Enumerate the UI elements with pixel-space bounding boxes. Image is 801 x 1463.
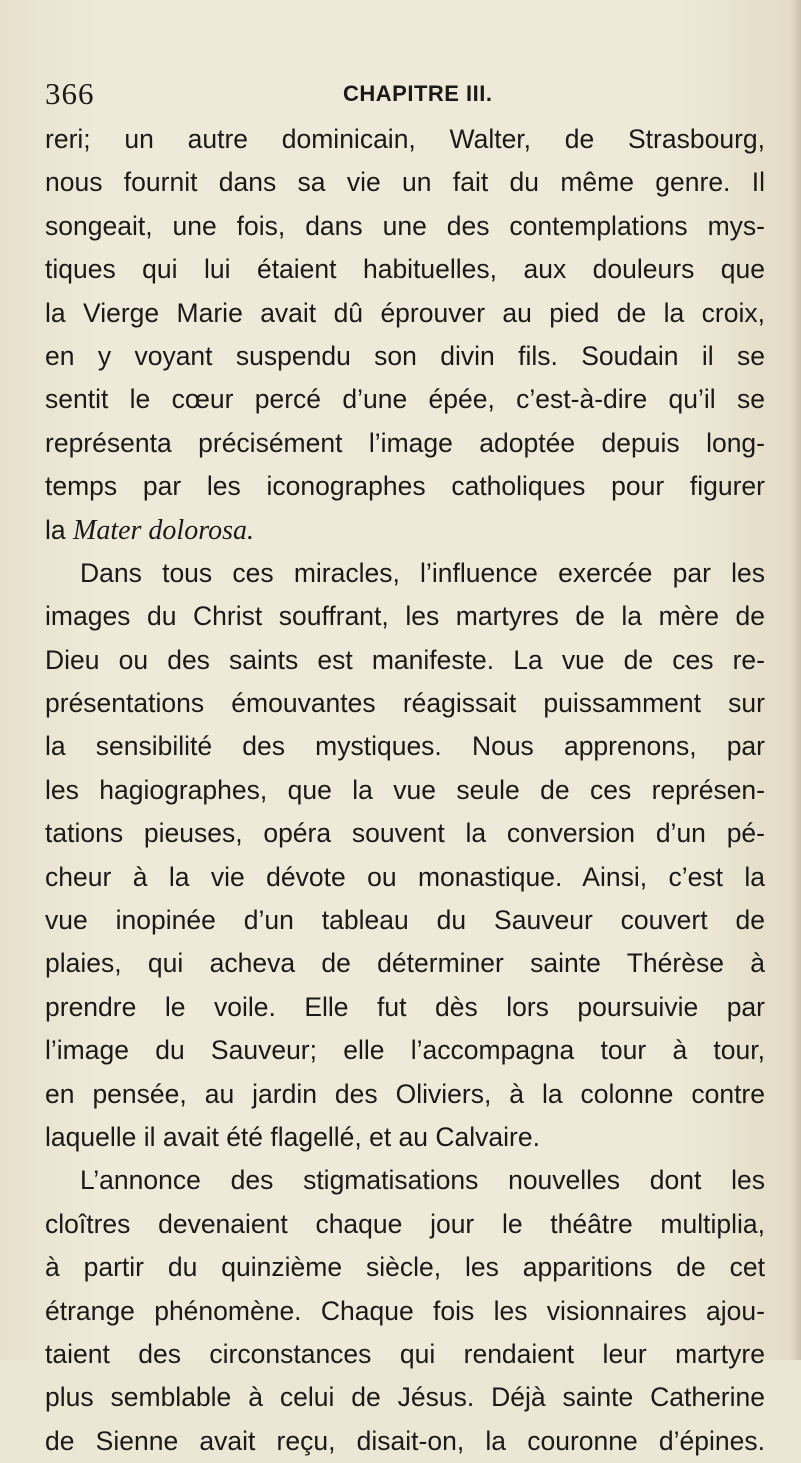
- text-line: à partir du quinzième siècle, les apparitions de cet: [45, 1252, 765, 1283]
- text-line: cloîtres devenaient chaque jour le théâtre multiplia,: [45, 1208, 765, 1239]
- text-line: cheur à la vie dévote ou monastique. Ainsi, c’est la: [45, 861, 765, 892]
- page-edge-shadow: [791, 0, 801, 1360]
- text-line: tations pieuses, opéra souvent la conversion d’un pé-: [45, 818, 765, 849]
- text-fragment: la: [45, 514, 73, 545]
- text-line: la sensibilité des mystiques. Nous apprenons, par: [45, 731, 765, 762]
- text-line: songeait, une fois, dans une des contemplations mys-: [45, 210, 765, 241]
- text-line: temps par les iconographes catholiques pour figurer: [45, 471, 765, 502]
- paragraph-end-line: [45, 509, 765, 552]
- text-line: vue inopinée d’un tableau du Sauveur couvert de: [45, 905, 765, 936]
- text-line: tiques qui lui étaient habituelles, aux douleurs que: [45, 254, 765, 285]
- text-line: la Vierge Marie avait dû éprouver au pied de la croix,: [45, 297, 765, 328]
- paragraph-end-line: laquelle il avait été flagellé, et au Calvaire.: [45, 1121, 540, 1152]
- text-line: l’image du Sauveur; elle l’accompagna tour à tour,: [45, 1035, 765, 1066]
- paragraph-start-line: L’annonce des stigmatisations nouvelles dont les: [80, 1165, 765, 1196]
- text-line: en pensée, au jardin des Oliviers, à la colonne contre: [45, 1078, 765, 1109]
- page-number: 366: [45, 76, 95, 111]
- text-line: prendre le voile. Elle fut dès lors poursuivie par: [45, 991, 765, 1022]
- text-line: nous fournit dans sa vie un fait du même genre. Il: [45, 167, 765, 198]
- text-line: en y voyant suspendu son divin fils. Soudain il se: [45, 340, 765, 371]
- text-line: de Sienne avait reçu, disait-on, la couronne d’épines.: [45, 1425, 765, 1456]
- text-line: les hagiographes, que la vue seule de ces représen-: [45, 774, 765, 805]
- running-head: [45, 74, 765, 114]
- italic-phrase: Mater dolorosa.: [73, 514, 254, 546]
- paragraph-start-line: Dans tous ces miracles, l’influence exercée par les: [80, 557, 765, 588]
- text-line: sentit le cœur percé d’une épée, c’est-à-dire qu’il se: [45, 384, 765, 415]
- text-line: présentations émouvantes réagissait puissamment sur: [45, 688, 765, 719]
- text-line: plus semblable à celui de Jésus. Déjà sainte Catherine: [45, 1382, 765, 1413]
- text-line: images du Christ souffrant, les martyres de la mère de: [45, 601, 765, 632]
- text-line: plaies, qui acheva de déterminer sainte Thérèse à: [45, 948, 765, 979]
- text-line: reri; un autre dominicain, Walter, de Strasbourg,: [45, 124, 765, 154]
- text-line: Dieu ou des saints est manifeste. La vue de ces re-: [45, 644, 765, 675]
- text-line: étrange phénomène. Chaque fois les visionnaires ajou-: [45, 1295, 765, 1326]
- body-text: [45, 118, 765, 1463]
- chapter-heading: CHAPITRE III.: [343, 81, 493, 106]
- text-line: représenta précisément l’image adoptée depuis long-: [45, 427, 765, 458]
- text-line: taient des circonstances qui rendaient leur martyre: [45, 1338, 765, 1369]
